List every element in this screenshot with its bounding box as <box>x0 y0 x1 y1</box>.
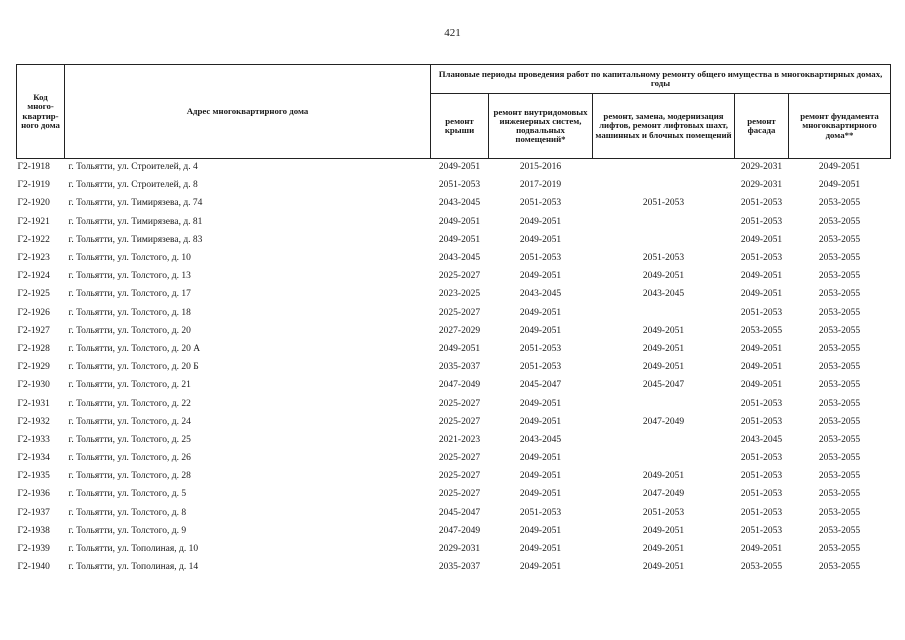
cell-code: Г2-1928 <box>17 343 50 354</box>
cell-facade: 2051-2053 <box>740 198 783 209</box>
table-body <box>17 159 891 578</box>
cell-foundation: 2053-2055 <box>818 416 861 427</box>
cell-address: г. Тольятти, ул. Толстого, д. 17 <box>68 289 191 300</box>
header-periods: Плановые периоды проведения работ по капитальному ремонту общего имущества в многоквартирных домах, годы <box>431 65 891 94</box>
cell-address: г. Тольятти, ул. Толстого, д. 20 А <box>68 343 201 354</box>
page-number: 421 <box>444 27 461 39</box>
cell-systems: 2051-2053 <box>519 343 562 354</box>
cell-code: Г2-1936 <box>17 489 50 500</box>
cell-elevators <box>593 305 735 323</box>
cell-systems: 2045-2047 <box>519 380 562 391</box>
cell-elevators: 2051-2053 <box>642 253 685 264</box>
cell-code: Г2-1931 <box>17 398 50 409</box>
header-elevators: ремонт, замена, модернизация лифтов, ремонт лифтовых шахт, машинных и блочных помещений <box>593 94 735 159</box>
cell-elevators: 2045-2047 <box>642 380 685 391</box>
cell-roof: 2025-2027 <box>438 416 481 427</box>
cell-code: Г2-1930 <box>17 380 50 391</box>
cell-foundation: 2053-2055 <box>818 507 861 518</box>
cell-address: г. Тольятти, ул. Тимирязева, д. 83 <box>68 234 203 245</box>
cell-systems: 2049-2051 <box>519 216 562 227</box>
cell-elevators <box>593 432 735 450</box>
cell-foundation: 2049-2051 <box>818 180 861 191</box>
cell-systems: 2051-2053 <box>519 362 562 373</box>
cell-code: Г2-1939 <box>17 544 50 555</box>
cell-code: Г2-1932 <box>17 416 50 427</box>
cell-systems: 2015-2016 <box>519 162 562 173</box>
cell-foundation: 2053-2055 <box>818 471 861 482</box>
capital-repair-table <box>16 64 891 577</box>
cell-elevators: 2049-2051 <box>642 544 685 555</box>
cell-address: г. Тольятти, ул. Толстого, д. 24 <box>68 416 191 427</box>
cell-elevators: 2043-2045 <box>642 289 685 300</box>
cell-code: Г2-1935 <box>17 471 50 482</box>
cell-address: г. Тольятти, ул. Толстого, д. 26 <box>68 453 191 464</box>
cell-systems: 2049-2051 <box>519 453 562 464</box>
cell-elevators: 2049-2051 <box>642 271 685 282</box>
cell-roof: 2027-2029 <box>438 325 481 336</box>
table-row <box>17 559 891 577</box>
cell-facade: 2053-2055 <box>740 325 783 336</box>
table-row <box>17 177 891 195</box>
cell-facade: 2049-2051 <box>740 234 783 245</box>
cell-systems: 2017-2019 <box>519 180 562 191</box>
table-row <box>17 214 891 232</box>
table-row <box>17 505 891 523</box>
cell-foundation: 2053-2055 <box>818 562 861 573</box>
cell-facade: 2051-2053 <box>740 398 783 409</box>
cell-elevators: 2047-2049 <box>642 416 685 427</box>
cell-foundation: 2053-2055 <box>818 434 861 445</box>
cell-facade: 2043-2045 <box>740 434 783 445</box>
cell-systems: 2049-2051 <box>519 489 562 500</box>
cell-code: Г2-1937 <box>17 507 50 518</box>
table-row <box>17 341 891 359</box>
cell-address: г. Тольятти, ул. Толстого, д. 18 <box>68 307 191 318</box>
cell-facade: 2029-2031 <box>740 180 783 191</box>
cell-facade: 2051-2053 <box>740 416 783 427</box>
cell-elevators <box>593 395 735 413</box>
cell-systems: 2043-2045 <box>519 434 562 445</box>
cell-roof: 2029-2031 <box>438 544 481 555</box>
cell-code: Г2-1918 <box>17 162 50 173</box>
cell-roof: 2025-2027 <box>438 489 481 500</box>
cell-elevators <box>593 159 735 178</box>
cell-address: г. Тольятти, ул. Тимирязева, д. 81 <box>68 216 203 227</box>
cell-address: г. Тольятти, ул. Толстого, д. 28 <box>68 471 191 482</box>
cell-facade: 2049-2051 <box>740 271 783 282</box>
cell-systems: 2049-2051 <box>519 307 562 318</box>
cell-code: Г2-1923 <box>17 253 50 264</box>
cell-elevators: 2051-2053 <box>642 198 685 209</box>
cell-elevators <box>593 214 735 232</box>
table-row <box>17 323 891 341</box>
table-row <box>17 523 891 541</box>
cell-code: Г2-1934 <box>17 453 50 464</box>
cell-address: г. Тольятти, ул. Толстого, д. 10 <box>68 253 191 264</box>
table-row <box>17 250 891 268</box>
cell-facade: 2051-2053 <box>740 507 783 518</box>
cell-systems: 2051-2053 <box>519 253 562 264</box>
cell-foundation: 2053-2055 <box>818 271 861 282</box>
cell-foundation: 2053-2055 <box>818 525 861 536</box>
table-row <box>17 450 891 468</box>
cell-facade: 2051-2053 <box>740 525 783 536</box>
cell-foundation: 2053-2055 <box>818 216 861 227</box>
table-row <box>17 541 891 559</box>
cell-elevators: 2051-2053 <box>642 507 685 518</box>
cell-address: г. Тольятти, ул. Толстого, д. 5 <box>68 489 187 500</box>
cell-systems: 2049-2051 <box>519 234 562 245</box>
table-row <box>17 432 891 450</box>
cell-systems: 2049-2051 <box>519 398 562 409</box>
cell-elevators: 2049-2051 <box>642 562 685 573</box>
cell-facade: 2051-2053 <box>740 253 783 264</box>
header-systems: ремонт внутридомовых инженерных систем, подвальных помещений* <box>489 94 593 159</box>
table-row <box>17 359 891 377</box>
cell-roof: 2049-2051 <box>438 234 481 245</box>
cell-foundation: 2053-2055 <box>818 307 861 318</box>
cell-elevators <box>593 232 735 250</box>
cell-roof: 2035-2037 <box>438 362 481 373</box>
table-row <box>17 395 891 413</box>
cell-facade: 2049-2051 <box>740 343 783 354</box>
table-row <box>17 159 891 178</box>
cell-roof: 2049-2051 <box>438 162 481 173</box>
cell-roof: 2051-2053 <box>438 180 481 191</box>
cell-address: г. Тольятти, ул. Толстого, д. 25 <box>68 434 191 445</box>
table-row <box>17 468 891 486</box>
cell-address: г. Тольятти, ул. Тополиная, д. 14 <box>68 562 199 573</box>
cell-foundation: 2053-2055 <box>818 234 861 245</box>
cell-elevators: 2049-2051 <box>642 362 685 373</box>
cell-roof: 2049-2051 <box>438 216 481 227</box>
cell-roof: 2047-2049 <box>438 525 481 536</box>
cell-roof: 2025-2027 <box>438 398 481 409</box>
cell-roof: 2035-2037 <box>438 562 481 573</box>
table-row <box>17 414 891 432</box>
cell-roof: 2043-2045 <box>438 198 481 209</box>
cell-code: Г2-1921 <box>17 216 50 227</box>
cell-facade: 2051-2053 <box>740 307 783 318</box>
cell-code: Г2-1924 <box>17 271 50 282</box>
cell-address: г. Тольятти, ул. Строителей, д. 8 <box>68 180 198 191</box>
cell-roof: 2025-2027 <box>438 453 481 464</box>
cell-address: г. Тольятти, ул. Тимирязева, д. 74 <box>68 198 203 209</box>
cell-facade: 2051-2053 <box>740 453 783 464</box>
cell-foundation: 2053-2055 <box>818 380 861 391</box>
cell-foundation: 2053-2055 <box>818 362 861 373</box>
cell-systems: 2051-2053 <box>519 507 562 518</box>
cell-systems: 2049-2051 <box>519 325 562 336</box>
cell-foundation: 2053-2055 <box>818 253 861 264</box>
cell-systems: 2049-2051 <box>519 562 562 573</box>
cell-code: Г2-1929 <box>17 362 50 373</box>
cell-foundation: 2053-2055 <box>818 325 861 336</box>
header-foundation: ремонт фундамента многоквартирного дома** <box>789 94 891 159</box>
cell-code: Г2-1938 <box>17 525 50 536</box>
table-row <box>17 486 891 504</box>
cell-elevators: 2047-2049 <box>642 489 685 500</box>
cell-code: Г2-1925 <box>17 289 50 300</box>
cell-elevators: 2049-2051 <box>642 471 685 482</box>
header-facade: ремонт фасада <box>735 94 789 159</box>
cell-code: Г2-1922 <box>17 234 50 245</box>
cell-facade: 2029-2031 <box>740 162 783 173</box>
cell-systems: 2049-2051 <box>519 471 562 482</box>
cell-address: г. Тольятти, ул. Толстого, д. 13 <box>68 271 191 282</box>
cell-roof: 2025-2027 <box>438 471 481 482</box>
cell-roof: 2025-2027 <box>438 271 481 282</box>
cell-facade: 2051-2053 <box>740 471 783 482</box>
cell-address: г. Тольятти, ул. Толстого, д. 21 <box>68 380 191 391</box>
cell-facade: 2049-2051 <box>740 380 783 391</box>
cell-code: Г2-1919 <box>17 180 50 191</box>
cell-code: Г2-1940 <box>17 562 50 573</box>
cell-address: г. Тольятти, ул. Тополиная, д. 10 <box>68 544 199 555</box>
cell-address: г. Тольятти, ул. Толстого, д. 20 Б <box>68 362 199 373</box>
cell-facade: 2051-2053 <box>740 216 783 227</box>
cell-address: г. Тольятти, ул. Толстого, д. 9 <box>68 525 187 536</box>
cell-code: Г2-1933 <box>17 434 50 445</box>
cell-elevators: 2049-2051 <box>642 343 685 354</box>
cell-elevators: 2049-2051 <box>642 525 685 536</box>
cell-facade: 2051-2053 <box>740 489 783 500</box>
cell-address: г. Тольятти, ул. Толстого, д. 8 <box>68 507 187 518</box>
cell-systems: 2051-2053 <box>519 198 562 209</box>
cell-code: Г2-1927 <box>17 325 50 336</box>
cell-address: г. Тольятти, ул. Строителей, д. 4 <box>68 162 198 173</box>
cell-facade: 2049-2051 <box>740 362 783 373</box>
cell-systems: 2043-2045 <box>519 289 562 300</box>
table-row <box>17 377 891 395</box>
table-row <box>17 232 891 250</box>
cell-systems: 2049-2051 <box>519 525 562 536</box>
header-code: Код много-квартир-ного дома <box>17 65 65 159</box>
header-address: Адрес многоквартирного дома <box>65 65 431 159</box>
cell-facade: 2053-2055 <box>740 562 783 573</box>
cell-foundation: 2053-2055 <box>818 489 861 500</box>
cell-elevators <box>593 177 735 195</box>
cell-roof: 2025-2027 <box>438 307 481 318</box>
cell-foundation: 2053-2055 <box>818 343 861 354</box>
cell-foundation: 2053-2055 <box>818 289 861 300</box>
cell-roof: 2021-2023 <box>438 434 481 445</box>
cell-facade: 2049-2051 <box>740 289 783 300</box>
cell-roof: 2049-2051 <box>438 343 481 354</box>
cell-systems: 2049-2051 <box>519 416 562 427</box>
cell-elevators: 2049-2051 <box>642 325 685 336</box>
table-row <box>17 305 891 323</box>
cell-systems: 2049-2051 <box>519 544 562 555</box>
cell-facade: 2049-2051 <box>740 544 783 555</box>
cell-code: Г2-1920 <box>17 198 50 209</box>
cell-address: г. Тольятти, ул. Толстого, д. 20 <box>68 325 191 336</box>
table-row <box>17 268 891 286</box>
cell-foundation: 2053-2055 <box>818 398 861 409</box>
cell-roof: 2043-2045 <box>438 253 481 264</box>
header-roof: ремонт крыши <box>431 94 489 159</box>
cell-code: Г2-1926 <box>17 307 50 318</box>
cell-foundation: 2053-2055 <box>818 198 861 209</box>
cell-foundation: 2053-2055 <box>818 453 861 464</box>
cell-roof: 2023-2025 <box>438 289 481 300</box>
cell-elevators <box>593 450 735 468</box>
cell-roof: 2047-2049 <box>438 380 481 391</box>
table-row <box>17 286 891 304</box>
cell-foundation: 2049-2051 <box>818 162 861 173</box>
cell-systems: 2049-2051 <box>519 271 562 282</box>
cell-foundation: 2053-2055 <box>818 544 861 555</box>
cell-roof: 2045-2047 <box>438 507 481 518</box>
cell-address: г. Тольятти, ул. Толстого, д. 22 <box>68 398 191 409</box>
table-row <box>17 195 891 213</box>
